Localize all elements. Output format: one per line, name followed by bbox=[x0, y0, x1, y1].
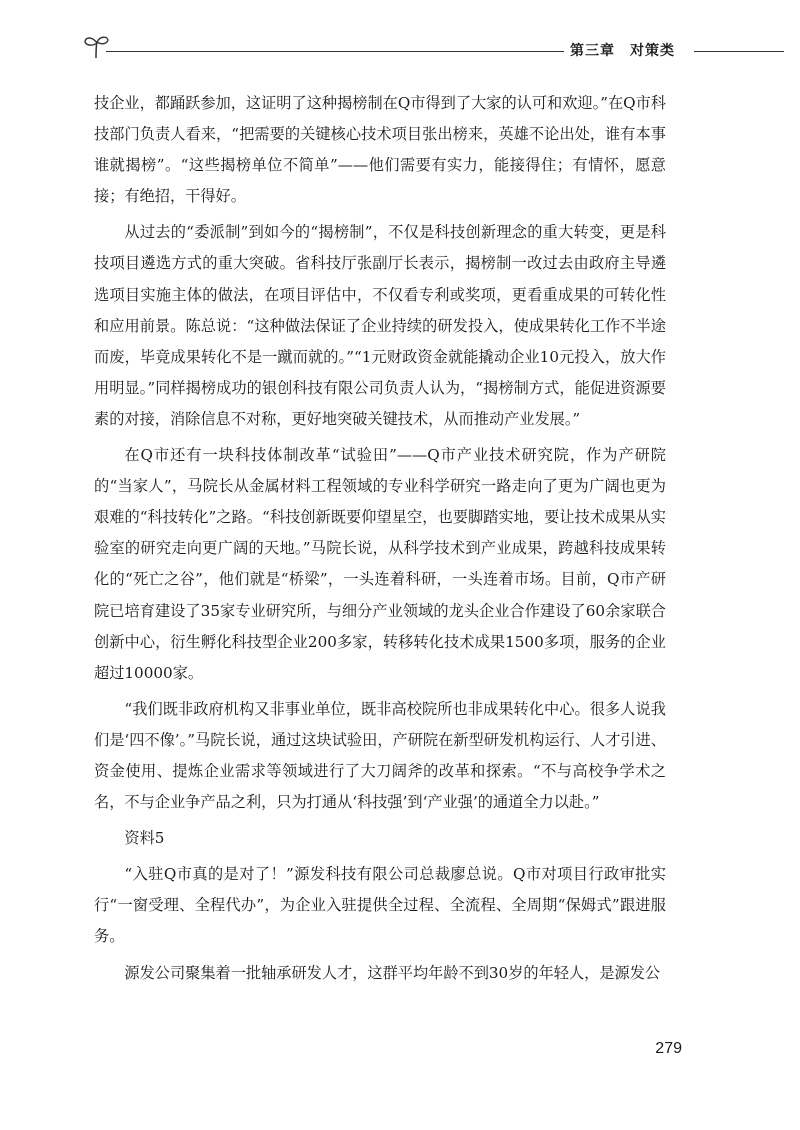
paragraph: 在Q市还有一块科技体制改革“试验田”——Q市产业技术研究院，作为产研院的“当家人”，马院长从金属材料工程领域的专业科学研究一路走向了更为广阔也更为艰难的“科技转化”之路。“科技创新既要仰望星空，也要脚踏实地，要让技术成果从实验室的研究走向更广阔的天地。”马院长说，从科学技术到产业成果，跨越科技成果转化的“死亡之谷”，他们就是“桥梁”，一头连着科研，一头连着市场。目前，Q市产研院已培育建设了35家专业研究所，与细分产业领域的龙头企业合作建设了60余家联合创新中心，衍生孵化科技型企业200多家，转移转化技术成果1500多项，服务的企业超过10000家。 bbox=[94, 446, 666, 682]
header-rule-right bbox=[694, 51, 784, 52]
header-rule bbox=[106, 51, 564, 52]
chapter-title: 第三章 对策类 bbox=[570, 43, 675, 59]
page-number: 279 bbox=[655, 1040, 682, 1057]
section-label: 资料5 bbox=[124, 829, 165, 848]
page-header bbox=[82, 34, 702, 64]
paragraph: 技企业，都踊跃参加，这证明了这种揭榜制在Q市得到了大家的认可和欢迎。”在Q市科技部门负责人看来，“把需要的关键核心技术项目张出榜来，英雄不论出处，谁有本事谁就揭榜”。“这些揭榜单位不简单”——他们需要有实力，能接得住；有情怀，愿意接；有绝招，干得好。 bbox=[94, 94, 666, 206]
paragraph: “我们既非政府机构又非事业单位，既非高校院所也非成果转化中心。很多人说我们是‘四不像’。”马院长说，通过这块试验田，产研院在新型研发机构运行、人才引进、资金使用、提炼企业需求等领域进行了大刀阔斧的改革和探索。“不与高校争学术之名，不与企业争产品之利，只为打通从‘科技强’到‘产业强’的通道全力以赴。” bbox=[94, 699, 666, 812]
paragraph: 从过去的“委派制”到如今的“揭榜制”，不仅是科技创新理念的重大转变，更是科技项目遴选方式的重大突破。省科技厅张副厅长表示，揭榜制一改过去由政府主导遴选项目实施主体的做法，在项目评估中，不仅看专利或奖项，更看重成果的可转化性和应用前景。陈总说：“这种做法保证了企业持续的研发投入，使成果转化工作不半途而废，毕竟成果转化不是一蹴而就的。”“1元财政资金就能撬动企业10元投入，放大作用明显。”同样揭榜成功的银创科技有限公司负责人认为，“揭榜制方式，能促进资源要素的对接，消除信息不对称，更好地突破关键技术，从而推动产业发展。” bbox=[94, 223, 666, 428]
sprout-icon bbox=[82, 34, 112, 60]
paragraph: 源发公司聚集着一批轴承研发人才，这群平均年龄不到30岁的年轻人，是源发公 bbox=[124, 963, 661, 982]
paragraph: “入驻Q市真的是对了！”源发科技有限公司总裁廖总说。Q市对项目行政审批实行“一窗受理、全程代办”，为企业入驻提供全过程、全流程、全周期“保姆式”跟进服务。 bbox=[94, 865, 666, 946]
page-body bbox=[94, 88, 666, 994]
